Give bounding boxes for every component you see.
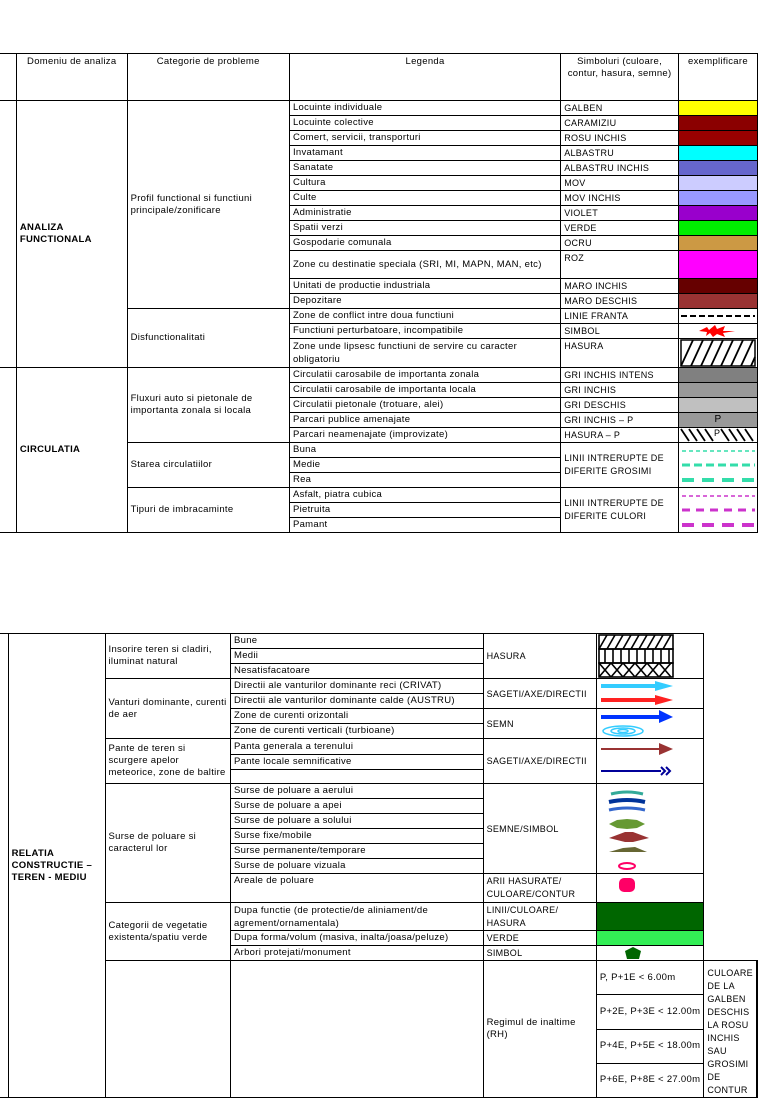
legend-item: Pante locale semnificative <box>231 755 484 770</box>
legend-item: Comert, servicii, transporturi <box>289 131 560 146</box>
legend-table-functional <box>0 53 758 533</box>
pollution-area-icon <box>596 874 704 903</box>
color-swatch <box>678 176 757 191</box>
category-disfunctionalitati: Disfunctionalitati <box>127 309 289 368</box>
category-profil-functional: Profil functional si functiuni principale/zonificare <box>127 101 289 309</box>
color-swatch <box>596 931 704 946</box>
symbol-label: SEMN <box>483 709 596 739</box>
legend-item: Culte <box>289 191 560 206</box>
legend-item: Zone de conflict intre doua functiuni <box>289 309 560 324</box>
row-number-cell <box>0 634 8 1098</box>
legend-spacer <box>231 770 484 784</box>
category-regim-inaltime: Regimul de inaltime (RH) <box>483 961 596 1098</box>
red-burst-icon <box>678 324 757 339</box>
color-swatch <box>678 191 757 206</box>
symbol-label: MARO DESCHIS <box>561 294 679 309</box>
symbol-label: ROSU INCHIS <box>561 131 679 146</box>
color-swatch <box>678 279 757 294</box>
legend-item: Locuinte colective <box>289 116 560 131</box>
legend-item: P, P+1E < 6.00m <box>596 961 704 995</box>
color-swatch <box>757 1029 758 1063</box>
symbol-label: LINIE FRANTA <box>561 309 679 324</box>
legend-item: Unitati de productie industriala <box>289 279 560 294</box>
symbol-label: SEMNE/SIMBOL <box>483 784 596 874</box>
legend-item: Directii ale vanturilor dominante calde (AUSTRU) <box>231 694 484 709</box>
symbol-label: VERDE <box>483 931 596 946</box>
symbol-label: MOV INCHIS <box>561 191 679 206</box>
color-swatch <box>678 383 757 398</box>
legend-item: Surse de poluare vizuala <box>231 859 484 874</box>
category-pante: Pante de teren si scurgere apelor meteorice, zone de baltire <box>105 739 231 784</box>
symbol-label: OCRU <box>561 236 679 251</box>
color-swatch <box>678 101 757 116</box>
legend-item: Panta generala a terenului <box>231 739 484 755</box>
hatch-icon <box>678 339 757 368</box>
legend-item: Functiuni perturbatoare, incompatibile <box>289 324 560 339</box>
domain-relatia-constructie: RELATIA CONSTRUCTIE – TEREN - MEDIU <box>8 634 105 1098</box>
legend-item: Spatii verzi <box>289 221 560 236</box>
legend-item: Zone de curenti orizontali <box>231 709 484 724</box>
legend-item: Zone unde lipsesc functiuni de servire cu caracter obligatoriu <box>289 339 560 368</box>
legend-item: Cultura <box>289 176 560 191</box>
symbol-label: CULOARE DE LA GALBEN DESCHIS LA ROSU INCHIS SAU GROSIMI DE CONTUR <box>704 961 757 1098</box>
legend-item: Circulatii pietonale (trotuare, alei) <box>289 398 560 413</box>
row-number-cell <box>0 101 16 368</box>
col-header-domain: Domeniu de analiza <box>16 54 127 101</box>
color-swatch <box>678 236 757 251</box>
category-vegetatie: Categorii de vegetatie existenta/spatiu verde <box>105 903 231 961</box>
category-vanturi: Vanturi dominante, curenti de aer <box>105 679 231 739</box>
category-fluxuri: Fluxuri auto si pietonale de importanta zonala si locala <box>127 368 289 443</box>
legend-item: Surse fixe/mobile <box>231 829 484 844</box>
legend-item: Circulatii carosabile de importanta locala <box>289 383 560 398</box>
color-swatch <box>596 903 704 931</box>
symbol-label: HASURA – P <box>561 428 679 443</box>
legend-item: P+6E, P+8E < 27.00m <box>596 1063 704 1097</box>
legend-item: Sanatate <box>289 161 560 176</box>
category-insorire: Insorire teren si cladiri, iluminat natural <box>105 634 231 679</box>
legend-item: Gospodarie comunala <box>289 236 560 251</box>
category-tipuri-imbracaminte: Tipuri de imbracaminte <box>127 488 289 533</box>
col-header-nr <box>0 54 16 101</box>
col-header-symbols: Simboluri (culoare, contur, hasura, semne) <box>561 54 679 101</box>
legend-table-environment <box>0 633 758 1098</box>
symbol-label: VIOLET <box>561 206 679 221</box>
domain-regim-inaltime <box>231 961 484 1098</box>
symbol-label: GRI INCHIS <box>561 383 679 398</box>
symbol-label: LINII INTRERUPTE DE DIFERITE CULORI <box>561 488 679 533</box>
symbol-label: VERDE <box>561 221 679 236</box>
color-swatch <box>678 131 757 146</box>
symbol-label: ALBASTRU <box>561 146 679 161</box>
legend-item: Surse de poluare a solului <box>231 814 484 829</box>
tree-icon <box>596 946 704 961</box>
row-number-cell <box>105 961 231 1098</box>
col-header-legend: Legenda <box>289 54 560 101</box>
col-header-example: exemplificare <box>678 54 757 101</box>
color-swatch <box>678 294 757 309</box>
row-number-cell <box>0 368 16 533</box>
color-swatch <box>678 206 757 221</box>
category-starea-circulatiilor: Starea circulatiilor <box>127 443 289 488</box>
legend-item: Nesatisfacatoare <box>231 664 484 679</box>
color-swatch <box>678 161 757 176</box>
legend-item: Surse permanente/temporare <box>231 844 484 859</box>
slope-arrows-icon <box>596 739 704 784</box>
symbol-label: SAGETI/AXE/DIRECTII <box>483 739 596 784</box>
legend-item: Surse de poluare a aerului <box>231 784 484 799</box>
svg-text:P: P <box>713 428 721 438</box>
color-swatch <box>678 221 757 236</box>
symbol-label: ARII HASURATE/ CULOARE/CONTUR <box>483 874 596 903</box>
legend-item: Locuinte individuale <box>289 101 560 116</box>
legend-item: Zone de curenti verticali (turbioane) <box>231 724 484 739</box>
legend-item: Pietruita <box>289 503 560 518</box>
legend-item: Asfalt, piatra cubica <box>289 488 560 503</box>
wind-arrows-icon <box>596 679 704 709</box>
legend-item: Bune <box>231 634 484 649</box>
color-swatch <box>678 251 757 279</box>
hatch-patterns-icon <box>596 634 704 679</box>
legend-item: Buna <box>289 443 560 458</box>
legend-item: Parcari neamenajate (improvizate) <box>289 428 560 443</box>
color-swatch <box>678 146 757 161</box>
legend-item: P+2E, P+3E < 12.00m <box>596 995 704 1029</box>
symbol-label: SAGETI/AXE/DIRECTII <box>483 679 596 709</box>
col-header-category: Categorie de probleme <box>127 54 289 101</box>
symbol-label: CARAMIZIU <box>561 116 679 131</box>
color-swatch <box>678 116 757 131</box>
legend-item: Dupa forma/volum (masiva, inalta/joasa/peluze) <box>231 931 484 946</box>
legend-item: Depozitare <box>289 294 560 309</box>
legend-item: Surse de poluare a apei <box>231 799 484 814</box>
symbol-label: MOV <box>561 176 679 191</box>
legend-item: Areale de poluare <box>231 874 484 903</box>
symbol-label: SIMBOL <box>483 946 596 961</box>
symbol-label: ROZ <box>561 251 679 279</box>
symbol-label: MARO INCHIS <box>561 279 679 294</box>
color-swatch <box>757 961 758 995</box>
parking-swatch: P <box>678 413 757 428</box>
symbol-label: LINII/CULOARE/ HASURA <box>483 903 596 931</box>
legend-item: Pamant <box>289 518 560 533</box>
legend-item: Zone cu destinatie speciala (SRI, MI, MAPN, MAN, etc) <box>289 251 560 279</box>
symbol-label: GRI DESCHIS <box>561 398 679 413</box>
legend-item: Dupa functie (de protectie/de aliniament/de agrement/ornamentala) <box>231 903 484 931</box>
color-swatch <box>678 368 757 383</box>
hatch-parking-icon <box>678 428 757 443</box>
symbol-label: HASURA <box>483 634 596 679</box>
dashed-lines-color-icon <box>678 488 757 533</box>
color-swatch <box>678 398 757 413</box>
symbol-label: LINII INTRERUPTE DE DIFERITE GROSIMI <box>561 443 679 488</box>
legend-item: Directii ale vanturilor dominante reci (CRIVAT) <box>231 679 484 694</box>
legend-item: P+4E, P+5E < 18.00m <box>596 1029 704 1063</box>
legend-item: Medii <box>231 649 484 664</box>
symbol-label: GRI INCHIS INTENS <box>561 368 679 383</box>
legend-item: Rea <box>289 473 560 488</box>
domain-circulatia: CIRCULATIA <box>16 368 127 533</box>
symbol-label: HASURA <box>561 339 679 368</box>
dashed-lines-thickness-icon <box>678 443 757 488</box>
legend-item: Arbori protejati/monument <box>231 946 484 961</box>
symbol-label: ALBASTRU INCHIS <box>561 161 679 176</box>
legend-item: Parcari publice amenajate <box>289 413 560 428</box>
legend-item: Medie <box>289 458 560 473</box>
legend-item: Circulatii carosabile de importanta zonala <box>289 368 560 383</box>
air-current-icon <box>596 709 704 739</box>
symbol-label: GALBEN <box>561 101 679 116</box>
legend-item: Invatamant <box>289 146 560 161</box>
domain-analiza-functionala: ANALIZA FUNCTIONALA <box>16 101 127 368</box>
color-swatch <box>757 1063 758 1097</box>
category-surse-poluare: Surse de poluare si caracterul lor <box>105 784 231 903</box>
symbol-label: GRI INCHIS – P <box>561 413 679 428</box>
dashed-line-icon <box>678 309 757 324</box>
symbol-label: SIMBOL <box>561 324 679 339</box>
pollution-symbols-icon <box>596 784 704 874</box>
legend-item: Administratie <box>289 206 560 221</box>
